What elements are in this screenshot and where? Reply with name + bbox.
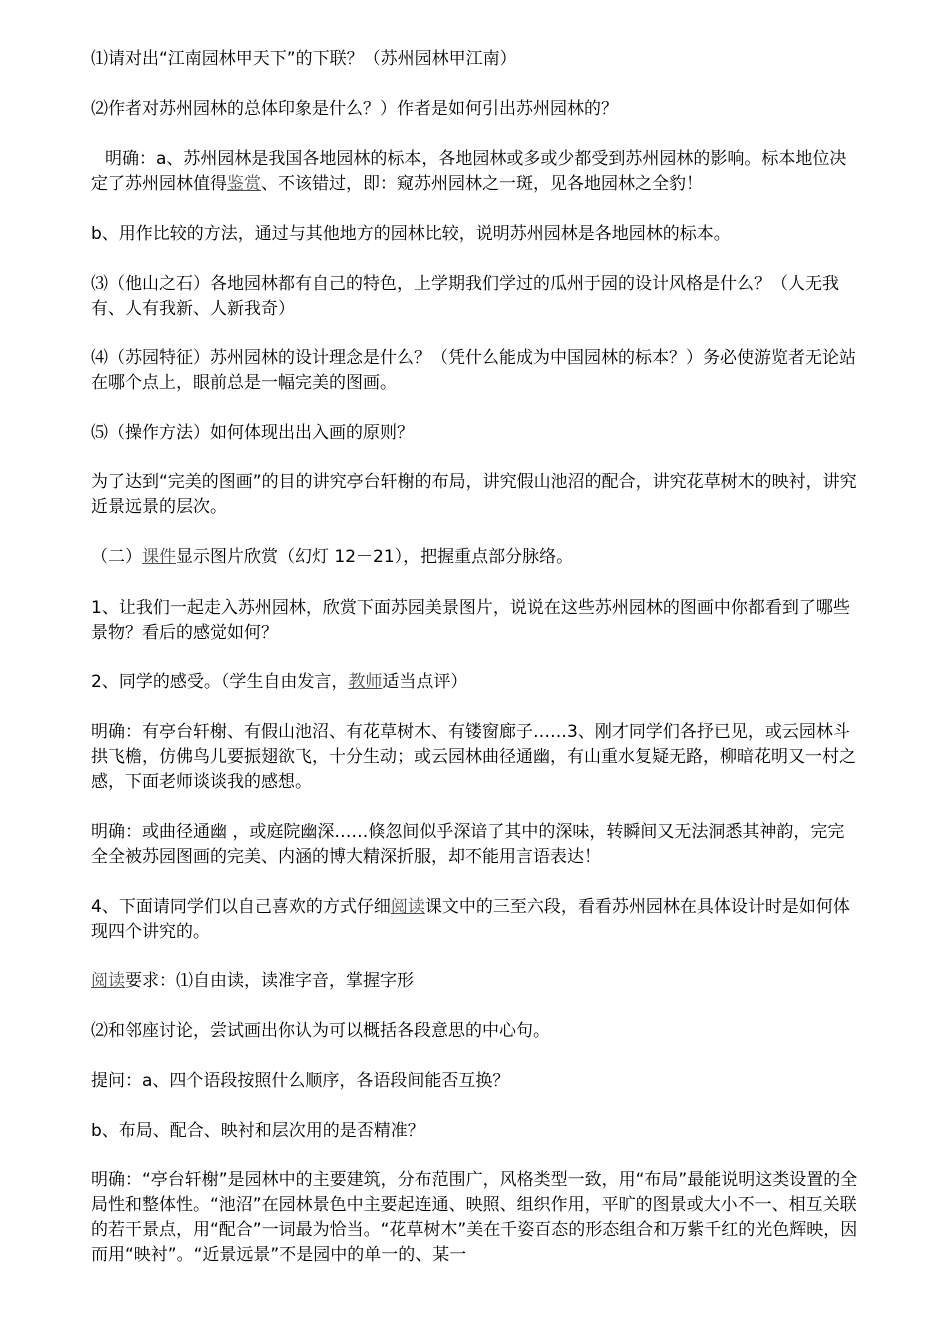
text-run: 4、下面请同学们以自己喜欢的方式仔细 bbox=[91, 897, 391, 917]
text-run: 要求：⑴自由读，读准字音，掌握字形 bbox=[125, 971, 414, 991]
paragraph-discussion bbox=[91, 1019, 861, 1044]
paragraph-question-3 bbox=[91, 272, 861, 322]
paragraph-question-2 bbox=[91, 97, 861, 122]
text-run: 课文中的三至六段，看看苏州园林在具体设计时是如何体现四个讲究的。 bbox=[91, 897, 850, 942]
text-run: b、用作比较的方法，通过与其他地方的园林比较，说明苏州园林是各地园林的标本。 bbox=[91, 224, 731, 244]
text-run: ⑵作者对苏州园林的总体印象是什么？）作者是如何引出苏州园林的？ bbox=[91, 99, 618, 119]
text-run: 适当点评） bbox=[382, 672, 468, 692]
text-run: ⑵和邻座讨论，尝试画出你认为可以概括各段意思的中心句。 bbox=[91, 1021, 550, 1041]
text-run: 2、同学的感受。（学生自由发言， bbox=[91, 672, 349, 692]
paragraph-reading-requirements bbox=[91, 969, 861, 994]
text-run: 提问：a、四个语段按照什么顺序，各语段间能否互换？ bbox=[91, 1071, 510, 1091]
text-run: 明确：a、苏州园林是我国各地园林的标本，各地园林或多或少都受到苏州园林的影响。标本地位决定了苏州园林值得 bbox=[91, 149, 847, 194]
paragraph-question-5 bbox=[91, 421, 861, 446]
paragraph-question-4 bbox=[91, 346, 861, 396]
paragraph-four-principles bbox=[91, 470, 861, 520]
paragraph-question-order bbox=[91, 1069, 861, 1094]
paragraph-answer-feeling bbox=[91, 820, 861, 870]
text-run: ⑶（他山之石）各地园林都有自己的特色，上学期我们学过的瓜州于园的设计风格是什么？（人无我有、人有我新、人新我奇） bbox=[91, 274, 839, 319]
text-run: ⑸（操作方法）如何体现出出入画的原则？ bbox=[91, 423, 414, 443]
paragraph-answer-scenery bbox=[91, 720, 861, 795]
text-run: 1、让我们一起走入苏州园林，欣赏下面苏园美景图片，说说在这些苏州园林的图画中你都看到了哪些景物？看后的感觉如何？ bbox=[91, 598, 850, 643]
text-run: ⑷（苏园特征）苏州园林的设计理念是什么？（凭什么能成为中国园林的标本？）务必使游览者无论站在哪个点上，眼前总是一幅完美的图画。 bbox=[91, 348, 856, 393]
paragraph-section-two bbox=[91, 545, 861, 570]
paragraph-answer-b bbox=[91, 222, 861, 247]
inline-link[interactable]: 阅读 bbox=[91, 971, 125, 991]
paragraph-question-1 bbox=[91, 47, 861, 72]
text-run: 明确：有亭台轩榭、有假山池沼、有花草树木、有镂窗廊子……3、刚才同学们各抒已见，或云园林斗拱飞檐，仿佛鸟儿要振翅欲飞，十分生动；或云园林曲径通幽，有山重水复疑无路，柳暗花明又一村之感，下面老师谈谈我的感想。 bbox=[91, 722, 856, 792]
paragraph-step-2 bbox=[91, 670, 861, 695]
paragraph-step-4 bbox=[91, 895, 861, 945]
paragraph-answer-a bbox=[91, 147, 861, 197]
text-run: 为了达到“完美的图画”的目的讲究亭台轩榭的布局，讲究假山池沼的配合，讲究花草树木的映衬，讲究近景远景的层次。 bbox=[91, 472, 857, 517]
paragraph-answer-explanation bbox=[91, 1168, 861, 1268]
inline-link[interactable]: 课件 bbox=[142, 547, 176, 567]
text-run: 明确：“亭台轩榭”是园林中的主要建筑，分布范围广，风格类型一致，用“布局”最能说明这类设置的全局性和整体性。“池沼”在园林景色中主要起连通、映照、组织作用，平旷的图景或大小不一、相互关联的若干景点，用“配合”一词最为恰当。“花草树木”美在千姿百态的形态组合和万紫千红的光色辉映，因而用“映衬”。“近景远景”不是园中的单一的、某一 bbox=[91, 1170, 858, 1265]
inline-link[interactable]: 阅读 bbox=[390, 897, 425, 917]
paragraph-step-1 bbox=[91, 596, 861, 646]
text-run: b、布局、配合、映衬和层次用的是否精准？ bbox=[91, 1121, 425, 1141]
paragraph-question-wording bbox=[91, 1119, 861, 1144]
text-run: ⑴请对出“江南园林甲天下”的下联？（苏州园林甲江南） bbox=[91, 49, 517, 69]
inline-link[interactable]: 教师 bbox=[348, 672, 383, 692]
text-run: 明确：或曲径通幽 ，或庭院幽深……倏忽间似乎深谙了其中的深味，转瞬间又无法洞悉其神韵，完完全全被苏园图画的完美、内涵的博大精深折服，却不能用言语表达！ bbox=[91, 822, 845, 867]
text-run: （二） bbox=[91, 547, 142, 567]
text-run: 、不该错过，即：窥苏州园林之一斑，见各地园林之全豹！ bbox=[261, 174, 703, 194]
inline-link[interactable]: 鉴赏 bbox=[227, 174, 261, 194]
text-run: 显示图片欣赏（幻灯 12－21），把握重点部分脉络。 bbox=[176, 547, 574, 567]
